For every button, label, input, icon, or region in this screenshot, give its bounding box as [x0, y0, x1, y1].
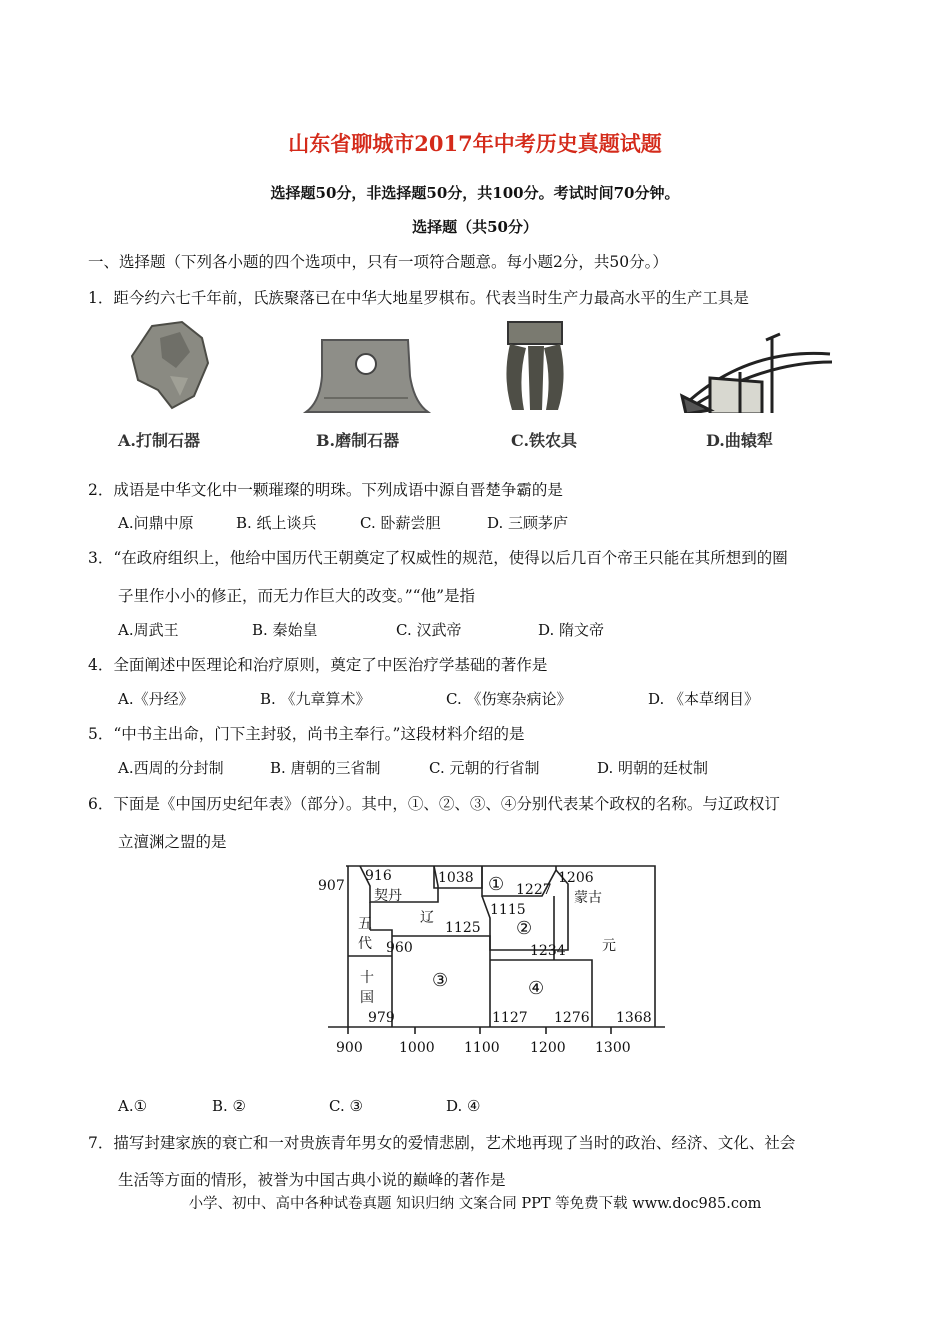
option-3c: C. 汉武帝 [396, 621, 462, 639]
option-4b: B. 《九章算术》 [260, 690, 371, 708]
question-6-stem: 6．下面是《中国历史纪年表》（部分）。其中，①、②、③、④分别代表某个政权的名称。与辽政权订 [88, 795, 780, 813]
regime-shi: 十 [360, 970, 374, 986]
option-3d: D. 隋文帝 [538, 621, 605, 639]
question-3-stem-cont: 子里作小小的修正，而无力作巨大的改变。”“他”是指 [118, 587, 476, 605]
question-6-stem-cont: 立澶渊之盟的是 [118, 833, 227, 851]
year-907: 907 [318, 878, 345, 894]
axis-tick-1200: 1200 [530, 1040, 566, 1056]
year-1368: 1368 [616, 1010, 652, 1026]
timeline-chart [310, 860, 680, 1060]
option-2c: C. 卧薪尝胆 [360, 514, 441, 532]
option-6a: A.① [118, 1097, 148, 1115]
circled-2: ② [516, 918, 533, 939]
axis-tick-1100: 1100 [464, 1040, 500, 1056]
circled-4: ④ [528, 978, 545, 999]
option-5d: D. 明朝的廷杖制 [597, 759, 709, 777]
option-5b: B. 唐朝的三省制 [270, 759, 381, 777]
option-4c: C. 《伤寒杂病论》 [446, 690, 572, 708]
question-7-stem: 7．描写封建家族的衰亡和一对贵族青年男女的爱情悲剧，艺术地再现了当时的政治、经济、文化、社会 [88, 1134, 796, 1152]
regime-qidan: 契丹 [374, 888, 402, 904]
year-1127: 1127 [492, 1010, 528, 1026]
curved-plough-image [682, 334, 832, 413]
option-2b: B. 纸上谈兵 [236, 514, 317, 532]
circled-3: ③ [432, 970, 449, 991]
year-916: 916 [365, 868, 392, 884]
regime-liao: 辽 [420, 910, 434, 926]
axis-tick-1300: 1300 [595, 1040, 631, 1056]
option-1c-caption: C.铁农具 [511, 431, 578, 450]
option-4d: D. 《本草纲目》 [648, 690, 760, 708]
regime-yuan: 元 [602, 938, 616, 954]
question-5-stem: 5．“中书主出命，门下主封驳，尚书主奉行。”这段材料介绍的是 [88, 725, 525, 743]
year-1227: 1227 [516, 882, 552, 898]
regime-menggu: 蒙古 [574, 890, 602, 906]
option-6b: B. ② [212, 1097, 247, 1115]
option-3a: A.周武王 [118, 621, 179, 639]
question-1-stem: 1．距今约六七千年前，氏族聚落已在中华大地星罗棋布。代表当时生产力最高水平的生产工具是 [88, 289, 749, 307]
polished-stone-tool-image [306, 340, 428, 412]
option-4a: A.《丹经》 [118, 690, 194, 708]
option-5c: C. 元朝的行省制 [429, 759, 540, 777]
exam-info: 选择题50分，非选择题50分，共100分。考试时间70分钟。 [270, 184, 680, 202]
option-5a: A.西周的分封制 [118, 759, 224, 777]
year-1038: 1038 [438, 870, 474, 886]
axis-tick-1000: 1000 [399, 1040, 435, 1056]
section-title: 选择题（共50分） [412, 218, 538, 236]
page-title: 山东省聊城市2017年中考历史真题试题 [288, 131, 662, 156]
option-2d: D. 三顾茅庐 [487, 514, 569, 532]
question-4-stem: 4．全面阐述中医理论和治疗原则，奠定了中医治疗学基础的著作是 [88, 656, 548, 674]
regime-guo: 国 [360, 990, 374, 1006]
year-1115: 1115 [490, 902, 526, 918]
option-1d-caption: D.曲辕犁 [706, 431, 773, 450]
question-2-stem: 2．成语是中华文化中一颗璀璨的明珠。下列成语中源自晋楚争霸的是 [88, 481, 563, 499]
option-1a-caption: A.打制石器 [118, 431, 200, 450]
question-1-images [110, 318, 840, 413]
year-960: 960 [386, 940, 413, 956]
year-1206: 1206 [558, 870, 594, 886]
iron-farm-tool-image [506, 322, 563, 410]
question-3-stem: 3．“在政府组织上，他给中国历代王朝奠定了权威性的规范，使得以后几百个帝王只能在其所想到的圈 [88, 549, 788, 567]
option-6c: C. ③ [329, 1097, 363, 1115]
axis-tick-900: 900 [336, 1040, 363, 1056]
year-1125: 1125 [445, 920, 481, 936]
instruction: 一、选择题（下列各小题的四个选项中，只有一项符合题意。每小题2分，共50分。） [88, 253, 668, 271]
question-7-stem-cont: 生活等方面的情形，被誉为中国古典小说的巅峰的著作是 [118, 1171, 506, 1189]
option-3b: B. 秦始皇 [252, 621, 318, 639]
timeline-axis-ticks [348, 1027, 611, 1034]
option-1b-caption: B.磨制石器 [316, 431, 400, 450]
regime-dai: 代 [358, 936, 372, 952]
circled-1: ① [488, 874, 505, 895]
regime-wu: 五 [358, 916, 372, 932]
year-979: 979 [368, 1010, 395, 1026]
option-2a: A.问鼎中原 [118, 514, 194, 532]
option-6d: D. ④ [446, 1097, 481, 1115]
year-1276: 1276 [554, 1010, 590, 1026]
chipped-stone-tool-image [132, 322, 208, 408]
page-footer: 小学、初中、高中各种试卷真题 知识归纳 文案合同 PPT 等免费下载 www.doc985.com [188, 1196, 762, 1212]
year-1234: 1234 [530, 943, 566, 959]
